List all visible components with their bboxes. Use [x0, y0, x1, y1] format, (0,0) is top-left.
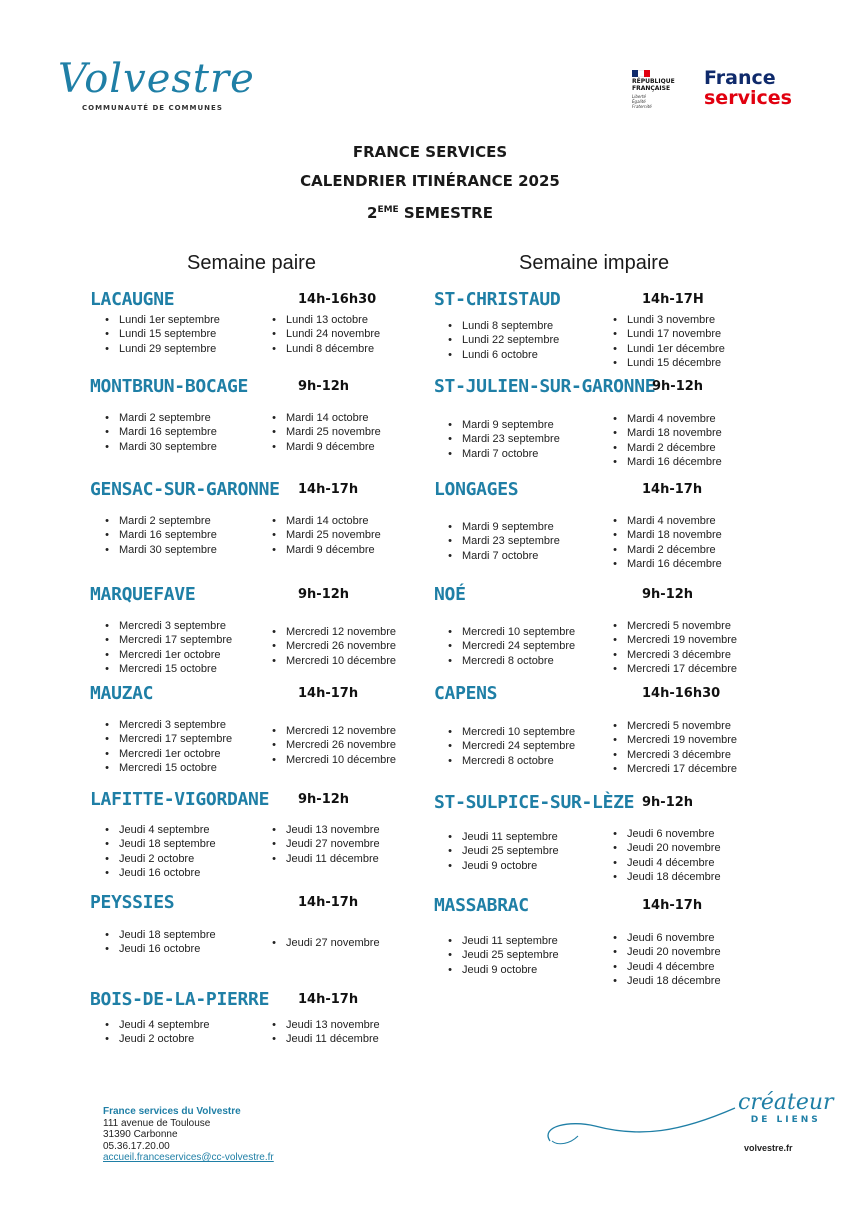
date-item: • Mardi 30 septembre — [98, 440, 217, 454]
title-line-1: FRANCE SERVICES — [352, 143, 508, 161]
date-list-col2 — [606, 719, 737, 777]
date-item: • Mardi 16 septembre — [98, 425, 217, 439]
date-list-col2 — [265, 823, 380, 866]
date-item: • Mercredi 10 décembre — [265, 654, 396, 668]
date-item: • Mercredi 19 novembre — [606, 733, 737, 747]
semester-label: SEMESTRE — [398, 204, 493, 222]
opening-hours: 14h-16h30 — [298, 292, 377, 307]
date-list-col1 — [441, 725, 575, 768]
date-item: • Mardi 9 septembre — [441, 520, 560, 534]
date-item: • Jeudi 6 novembre — [606, 931, 721, 945]
date-item: • Mercredi 15 octobre — [98, 662, 232, 676]
date-item: • Mercredi 19 novembre — [606, 633, 737, 647]
date-item: • Lundi 22 septembre — [441, 333, 559, 347]
date-item: • Jeudi 18 décembre — [606, 974, 721, 988]
opening-hours: 9h-12h — [298, 379, 350, 394]
date-item: • Jeudi 11 décembre — [265, 852, 380, 866]
date-item: • Mardi 9 décembre — [265, 440, 381, 454]
date-list-col1 — [98, 718, 232, 776]
date-item: • Jeudi 9 octobre — [441, 963, 559, 977]
date-item: • Jeudi 6 novembre — [606, 827, 721, 841]
date-item: • Jeudi 27 novembre — [265, 837, 380, 851]
town-name: ST-JULIEN-SUR-GARONNE — [434, 376, 656, 397]
opening-hours: 14h-17h — [298, 686, 359, 701]
town-name: ST-SULPICE-SUR-LÈZE — [434, 792, 635, 813]
date-item: • Mercredi 3 décembre — [606, 748, 737, 762]
heading-semaine-impaire: Semaine impaire — [519, 252, 670, 274]
date-list-col2 — [265, 724, 396, 767]
date-item: • Lundi 17 novembre — [606, 327, 725, 341]
date-item: • Mercredi 24 septembre — [441, 639, 575, 653]
date-item: • Mercredi 12 novembre — [265, 625, 396, 639]
footer-phone: 05.36.17.20.00 — [103, 1140, 170, 1152]
date-item: • Mercredi 3 septembre — [98, 718, 232, 732]
date-item: • Mardi 9 septembre — [441, 418, 560, 432]
createur-text: créateur — [738, 1090, 834, 1115]
opening-hours: 14h-16h30 — [642, 686, 721, 701]
motto-liberte: Liberté — [632, 94, 647, 99]
date-list-col2 — [265, 625, 396, 668]
date-item: • Jeudi 4 décembre — [606, 856, 721, 870]
date-list-col2 — [265, 1018, 380, 1047]
date-item: • Lundi 1er décembre — [606, 342, 725, 356]
date-item: • Mercredi 17 décembre — [606, 662, 737, 676]
opening-hours: 14h-17h — [298, 992, 359, 1007]
date-item: • Mardi 16 septembre — [98, 528, 217, 542]
footer-contact — [103, 1106, 274, 1164]
date-item: • Mardi 23 septembre — [441, 534, 560, 548]
date-list-col1 — [441, 934, 559, 977]
date-list-col2 — [606, 313, 725, 371]
date-list-col2 — [606, 412, 722, 470]
france-services-logo-line1: France — [704, 67, 776, 89]
date-item: • Jeudi 4 décembre — [606, 960, 721, 974]
date-item: • Mercredi 26 novembre — [265, 639, 396, 653]
france-services-logo — [704, 68, 792, 108]
date-item: • Mercredi 17 septembre — [98, 633, 232, 647]
town-name: GENSAC-SUR-GARONNE — [90, 479, 280, 500]
date-item: • Mardi 25 novembre — [265, 528, 381, 542]
title-line-3 — [0, 196, 860, 228]
date-item: • Lundi 15 septembre — [98, 327, 220, 341]
semester-number: 2 — [367, 204, 378, 222]
date-item: • Mercredi 5 novembre — [606, 719, 737, 733]
town-name: BOIS-DE-LA-PIERRE — [90, 989, 270, 1010]
date-list-col1 — [98, 313, 220, 356]
date-item: • Mercredi 3 septembre — [98, 619, 232, 633]
date-item: • Jeudi 20 novembre — [606, 841, 721, 855]
date-list-col1 — [98, 619, 232, 677]
date-item: • Mercredi 17 décembre — [606, 762, 737, 776]
opening-hours: 9h-12h — [652, 379, 704, 394]
opening-hours: 14h-17h — [642, 482, 703, 497]
date-item: • Jeudi 25 septembre — [441, 844, 559, 858]
date-item: • Mardi 18 novembre — [606, 426, 722, 440]
date-item: • Mardi 9 décembre — [265, 543, 381, 557]
town-name: MASSABRAC — [434, 895, 529, 916]
date-item: • Mercredi 10 décembre — [265, 753, 396, 767]
opening-hours: 9h-12h — [642, 795, 694, 810]
date-item: • Mercredi 1er octobre — [98, 747, 232, 761]
town-name: MAUZAC — [90, 683, 154, 704]
date-item: • Lundi 6 octobre — [441, 348, 559, 362]
date-list-col1 — [441, 625, 575, 668]
date-item: • Mercredi 24 septembre — [441, 739, 575, 753]
date-item: • Lundi 24 novembre — [265, 327, 380, 341]
date-item: • Jeudi 4 septembre — [98, 1018, 210, 1032]
date-item: • Lundi 29 septembre — [98, 342, 220, 356]
opening-hours: 14h-17h — [298, 895, 359, 910]
opening-hours: 9h-12h — [642, 587, 694, 602]
date-item: • Mercredi 5 novembre — [606, 619, 737, 633]
volvestre-logo — [58, 56, 255, 112]
date-item: • Mercredi 10 septembre — [441, 725, 575, 739]
date-item: • Jeudi 11 septembre — [441, 934, 559, 948]
date-item: • Mardi 14 octobre — [265, 411, 381, 425]
date-item: • Jeudi 18 décembre — [606, 870, 721, 884]
opening-hours: 9h-12h — [298, 792, 350, 807]
date-item: • Mardi 2 décembre — [606, 543, 722, 557]
createur-de-liens-logo — [738, 1090, 834, 1125]
date-item: • Mercredi 12 novembre — [265, 724, 396, 738]
date-item: • Mercredi 3 décembre — [606, 648, 737, 662]
date-item: • Lundi 8 septembre — [441, 319, 559, 333]
date-item: • Mardi 2 décembre — [606, 441, 722, 455]
date-item: • Mercredi 26 novembre — [265, 738, 396, 752]
date-item: • Mardi 7 octobre — [441, 447, 560, 461]
date-item: • Mercredi 17 septembre — [98, 732, 232, 746]
date-item: • Lundi 13 octobre — [265, 313, 380, 327]
date-item: • Mardi 30 septembre — [98, 543, 217, 557]
date-item: • Mardi 7 octobre — [441, 549, 560, 563]
town-name: ST-CHRISTAUD — [434, 289, 561, 310]
date-list-col2 — [265, 514, 381, 557]
republique-line-2: FRANÇAISE — [632, 85, 671, 92]
date-list-col1 — [441, 830, 559, 873]
date-item: • Mardi 4 novembre — [606, 514, 722, 528]
republique-line-1: RÉPUBLIQUE — [632, 78, 675, 85]
date-item: • Mercredi 15 octobre — [98, 761, 232, 775]
date-item: • Lundi 1er septembre — [98, 313, 220, 327]
opening-hours: 14h-17h — [642, 898, 703, 913]
de-liens-text: DE LIENS — [750, 1115, 821, 1125]
republique-francaise-logo — [632, 70, 684, 109]
town-name: PEYSSIES — [90, 892, 175, 913]
date-item: • Mardi 2 septembre — [98, 514, 217, 528]
date-item: • Jeudi 25 septembre — [441, 948, 559, 962]
website-url: volvestre.fr — [744, 1143, 793, 1153]
date-list-col1 — [98, 1018, 210, 1047]
tricolor-flag-icon — [632, 70, 650, 77]
republique-motto — [632, 94, 684, 109]
date-item: • Mardi 25 novembre — [265, 425, 381, 439]
date-item: • Jeudi 27 novembre — [265, 936, 380, 950]
date-item: • Lundi 8 décembre — [265, 342, 380, 356]
date-item: • Jeudi 18 septembre — [98, 837, 216, 851]
date-list-col2 — [265, 313, 380, 356]
date-item: • Mercredi 1er octobre — [98, 648, 232, 662]
date-item: • Mardi 14 octobre — [265, 514, 381, 528]
date-item: • Mardi 2 septembre — [98, 411, 217, 425]
heading-semaine-paire: Semaine paire — [187, 252, 316, 274]
date-item: • Mardi 23 septembre — [441, 432, 560, 446]
france-services-logo-line2: services — [704, 87, 792, 109]
swoosh-decoration — [500, 1086, 750, 1156]
footer-email-link[interactable]: accueil.franceservices@cc-volvestre.fr — [103, 1152, 274, 1163]
date-list-col2 — [606, 514, 722, 572]
date-list-col1 — [98, 823, 216, 881]
date-list-col1 — [441, 520, 560, 563]
motto-fraternite: Fraternité — [632, 104, 652, 109]
date-item: • Lundi 3 novembre — [606, 313, 725, 327]
title-line-2: CALENDRIER ITINÉRANCE 2025 — [300, 172, 560, 190]
volvestre-logo-text: Volvestre — [58, 56, 255, 102]
date-item: • Jeudi 13 novembre — [265, 1018, 380, 1032]
town-name: NOÉ — [434, 584, 466, 605]
date-list-col2 — [606, 619, 737, 677]
date-item: • Jeudi 2 octobre — [98, 1032, 210, 1046]
date-list-col1 — [98, 928, 216, 957]
town-name: MARQUEFAVE — [90, 584, 196, 605]
date-list-col2 — [265, 936, 380, 950]
date-item: • Jeudi 16 octobre — [98, 866, 216, 880]
opening-hours: 9h-12h — [298, 587, 350, 602]
date-list-col1 — [441, 418, 560, 461]
date-item: • Mercredi 10 septembre — [441, 625, 575, 639]
date-item: • Mardi 16 décembre — [606, 557, 722, 571]
date-item: • Jeudi 2 octobre — [98, 852, 216, 866]
town-name: LONGAGES — [434, 479, 519, 500]
town-name: MONTBRUN-BOCAGE — [90, 376, 249, 397]
date-item: • Jeudi 9 octobre — [441, 859, 559, 873]
date-list-col1 — [441, 319, 559, 362]
opening-hours: 14h-17H — [642, 292, 704, 307]
date-item: • Jeudi 13 novembre — [265, 823, 380, 837]
date-item: • Lundi 15 décembre — [606, 356, 725, 370]
town-name: CAPENS — [434, 683, 498, 704]
date-list-col2 — [265, 411, 381, 454]
date-item: • Jeudi 18 septembre — [98, 928, 216, 942]
town-name: LACAUGNE — [90, 289, 175, 310]
document-title — [0, 138, 860, 228]
semester-suffix: EME — [377, 205, 399, 215]
date-item: • Mercredi 8 octobre — [441, 754, 575, 768]
date-list-col1 — [98, 411, 217, 454]
date-list-col1 — [98, 514, 217, 557]
date-item: • Jeudi 20 novembre — [606, 945, 721, 959]
date-item: • Mardi 18 novembre — [606, 528, 722, 542]
date-list-col2 — [606, 827, 721, 885]
opening-hours: 14h-17h — [298, 482, 359, 497]
date-item: • Mardi 4 novembre — [606, 412, 722, 426]
footer-organization: France services du Volvestre — [103, 1106, 241, 1117]
date-item: • Jeudi 11 septembre — [441, 830, 559, 844]
date-item: • Mardi 16 décembre — [606, 455, 722, 469]
date-item: • Jeudi 16 octobre — [98, 942, 216, 956]
motto-egalite: Égalité — [632, 99, 646, 104]
date-item: • Jeudi 4 septembre — [98, 823, 216, 837]
date-item: • Jeudi 11 décembre — [265, 1032, 380, 1046]
footer-address-line-1: 111 avenue de Toulouse — [103, 1117, 211, 1129]
volvestre-logo-subtitle: COMMUNAUTÉ DE COMMUNES — [82, 104, 223, 112]
town-name: LAFITTE-VIGORDANE — [90, 789, 270, 810]
date-list-col2 — [606, 931, 721, 989]
date-item: • Mercredi 8 octobre — [441, 654, 575, 668]
footer-address-line-2: 31390 Carbonne — [103, 1129, 178, 1140]
